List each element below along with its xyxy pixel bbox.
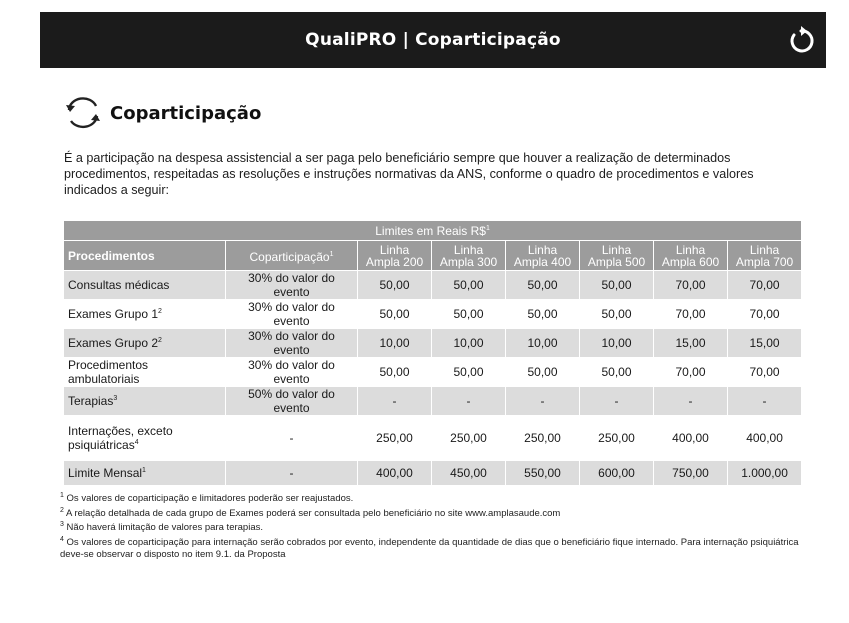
value-cell: -	[580, 387, 654, 416]
table-row	[64, 358, 802, 387]
value-cell: 10,00	[358, 329, 432, 358]
value-cell: 50,00	[358, 300, 432, 329]
top-bar	[40, 12, 826, 68]
value-cell: 15,00	[654, 329, 728, 358]
value-cell: 50,00	[506, 271, 580, 300]
value-cell: 250,00	[358, 416, 432, 461]
footnote-item: $^1$ Os valores de coparticipação e limitadores poderão ser reajustados.	[60, 492, 354, 505]
value-cell: 50,00	[358, 358, 432, 387]
coparticipation-cell: 30% do valor do evento	[226, 300, 358, 329]
footnote-item: $^2$ A relação detalhada de cada grupo de Exames poderá ser consultada pelo beneficiário no site www.amplasaude.com	[60, 506, 561, 519]
refresh-icon[interactable]	[786, 26, 816, 56]
value-cell: 50,00	[358, 271, 432, 300]
procedure-cell: Terapias$^3$	[64, 387, 226, 416]
procedure-cell: Exames Grupo $2^2$	[64, 329, 226, 358]
intro-paragraph: É a participação na despesa assistencial a ser paga pelo beneficiário sempre que houver a realização de determinados procedimentos, respeitadas as resoluções e instruções normativas da ANS, conforme o quadro de procedimentos e valores indicados a seguir:	[64, 151, 754, 197]
procedure-cell: Internações, exceto psiquiátricas$^4$	[64, 416, 226, 461]
coparticipation-cell: 30% do valor do evento	[226, 358, 358, 387]
footnote-item: $^4$ Os valores de coparticipação para internação serão cobrados por evento, independente da quantidade de dias que o beneficiário fique internado. Para internação psiquiátrica deve-se observar o disposto no item 9.1. da Proposta	[60, 535, 799, 560]
procedure-cell: Procedimentos ambulatoriais	[64, 358, 226, 387]
coparticipation-cell: 50% do valor do evento	[226, 387, 358, 416]
value-cell: 550,00	[506, 461, 580, 486]
value-cell: 250,00	[432, 416, 506, 461]
value-cell: 750,00	[654, 461, 728, 486]
line-header: Linha Ampla 200	[358, 241, 432, 271]
value-cell: 70,00	[728, 358, 802, 387]
value-cell: -	[728, 387, 802, 416]
value-cell: -	[506, 387, 580, 416]
value-cell: 10,00	[580, 329, 654, 358]
line-header: Linha Ampla 700	[728, 241, 802, 271]
coparticipation-cell: -	[226, 416, 358, 461]
section-title: Coparticipação	[110, 102, 262, 124]
value-cell: 70,00	[654, 358, 728, 387]
value-cell: 50,00	[432, 300, 506, 329]
limits-header: Limites em Reais R\$$^1$	[64, 221, 802, 241]
value-cell: 400,00	[358, 461, 432, 486]
table-row	[64, 461, 802, 486]
value-cell: 10,00	[432, 329, 506, 358]
value-cell: 70,00	[654, 271, 728, 300]
value-cell: 50,00	[580, 271, 654, 300]
line-header: Linha Ampla 400	[506, 241, 580, 271]
value-cell: 50,00	[506, 300, 580, 329]
value-cell: 50,00	[506, 358, 580, 387]
section-header	[64, 96, 261, 130]
procedure-cell: Limite Mensal$^1$	[64, 461, 226, 486]
value-cell: 70,00	[728, 300, 802, 329]
coparticipation-table	[63, 220, 802, 486]
value-cell: 50,00	[432, 271, 506, 300]
table-span-header-row	[64, 221, 802, 241]
value-cell: 50,00	[580, 358, 654, 387]
value-cell: 250,00	[580, 416, 654, 461]
value-cell: 50,00	[580, 300, 654, 329]
table-row	[64, 416, 802, 461]
line-header: Linha Ampla 300	[432, 241, 506, 271]
procedure-cell: Consultas médicas	[64, 271, 226, 300]
procedimentos-header: Procedimentos	[64, 241, 226, 271]
value-cell: 400,00	[728, 416, 802, 461]
value-cell: 1.000,00	[728, 461, 802, 486]
value-cell: 50,00	[432, 358, 506, 387]
value-cell: -	[432, 387, 506, 416]
page-title: QualiPRO | Coparticipação	[305, 30, 561, 50]
coparticipacao-header: Coparticipação$^1$	[226, 241, 358, 271]
value-cell: -	[654, 387, 728, 416]
table-row	[64, 387, 802, 416]
table-row	[64, 329, 802, 358]
value-cell: 450,00	[432, 461, 506, 486]
line-header: Linha Ampla 500	[580, 241, 654, 271]
coparticipation-cell: -	[226, 461, 358, 486]
value-cell: 70,00	[728, 271, 802, 300]
footnotes	[60, 490, 820, 560]
value-cell: 400,00	[654, 416, 728, 461]
value-cell: 10,00	[506, 329, 580, 358]
table-row	[64, 271, 802, 300]
value-cell: -	[358, 387, 432, 416]
value-cell: 250,00	[506, 416, 580, 461]
line-header: Linha Ampla 600	[654, 241, 728, 271]
table-row	[64, 300, 802, 329]
value-cell: 600,00	[580, 461, 654, 486]
procedure-cell: Exames Grupo $1^2$	[64, 300, 226, 329]
cycle-arrows-icon	[64, 96, 102, 130]
value-cell: 15,00	[728, 329, 802, 358]
footnote-item: $^3$ Não haverá limitação de valores para terapias.	[60, 521, 263, 534]
coparticipation-cell: 30% do valor do evento	[226, 329, 358, 358]
value-cell: 70,00	[654, 300, 728, 329]
table-header-row	[64, 241, 802, 271]
coparticipation-cell: 30% do valor do evento	[226, 271, 358, 300]
